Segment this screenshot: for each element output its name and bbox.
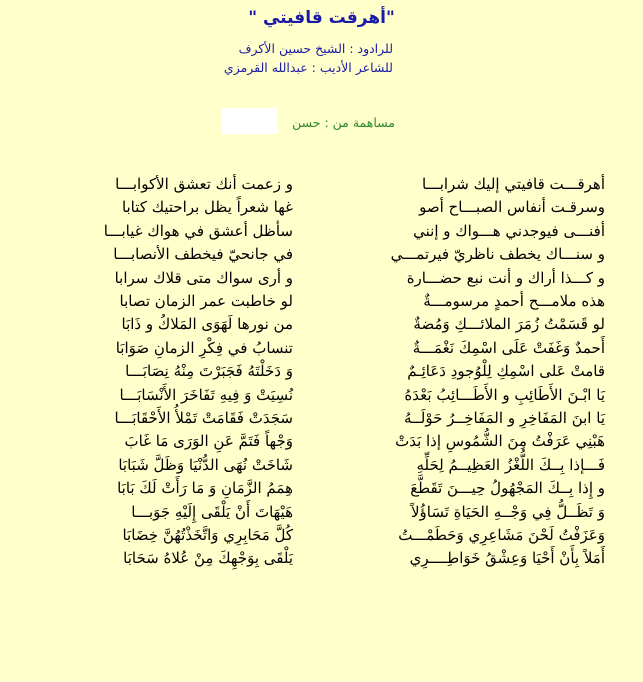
verse-second-hemistich: سَجَدَتْ فَقَامَتْ تَمْلأُ الأَحْقَابَـــا — [114, 409, 293, 427]
verse-first-hemistich: أَمَلاً بِأَنْ أَحْيَا وَعِشْقُ خَوَاطِــــرِي — [409, 549, 605, 568]
verse-second-hemistich: سأظل أعشق في هواك غيابـــا — [103, 221, 293, 240]
verse-second-hemistich: نُسِيَتْ وَ فِيهِ تَفَاخَرَ الأَنْسَابَـــا — [119, 385, 293, 404]
verse-row — [0, 269, 643, 292]
verse-row — [0, 292, 643, 315]
verse-row — [0, 386, 643, 409]
verse-row — [0, 175, 643, 198]
verse-second-hemistich: شَاخَتْ نُهَى الدُّنْيَا وَظَلَّ شَبَابَا — [118, 455, 293, 474]
verse-row — [0, 479, 643, 502]
contributor-name-box — [222, 108, 278, 134]
verse-first-hemistich: أهرقـــت قافيتي إليك شرابـــا — [421, 175, 605, 193]
verse-row — [0, 339, 643, 362]
verse-first-hemistich: قامتْ عَلى اسْمِكِ لِلْوُجودِ دَعَائِـمٌ — [407, 362, 605, 381]
verse-second-hemistich: و أرى سواك متى قلاك سرابا — [114, 268, 293, 287]
verse-first-hemistich: فَـــإذا بِــكَ اللُّغْزُ العَظِيــمُ لِحَلِّهِ — [416, 455, 605, 474]
verse-first-hemistich: أفنـــى فيوجدني هـــواك و إنني — [413, 221, 605, 240]
verse-first-hemistich: لو قَسَمْتُ زُمَرَ الملائـــكِ وَمُضةٌ — [413, 315, 605, 334]
verse-second-hemistich: من نورها لَهَوَى المَلاكُ و ذَابَا — [121, 315, 293, 334]
contributor-label: مساهمة من : حسن — [292, 115, 395, 130]
verse-row — [0, 362, 643, 385]
verse-row — [0, 456, 643, 479]
verse-row — [0, 198, 643, 221]
verse-row — [0, 245, 643, 268]
verse-second-hemistich: كُلَّ مَحَابِرِي وَاتَّخَذْتُهُنَّ خِضَابَا — [122, 526, 293, 544]
verse-second-hemistich: لو خاطبت عمر الزمان تصابا — [119, 292, 293, 310]
verse-second-hemistich: في جانحيّ فيخطف الأنصابـــا — [113, 245, 293, 264]
verse-second-hemistich: هَيْهَاتَ أَنْ يَلْقَى إِلَيْهِ جَوَبـــا — [131, 502, 293, 521]
verse-row — [0, 315, 643, 338]
verse-first-hemistich: وسرقـت أنفاس الصبـــاح أصو — [419, 198, 605, 217]
verse-row — [0, 432, 643, 455]
verse-second-hemistich: تنسابُ في فِكْرِ الزمانِ صَوَابَا — [115, 338, 293, 357]
verse-row — [0, 409, 643, 432]
verse-first-hemistich: يَا ابنَ المَفَاخِرِ و المَفَاخِــرُ حَوْلَــهُ — [403, 409, 605, 427]
verse-second-hemistich: وَجْهاً فَتَمَّ عَنِ الوَرَى مَا غَابَ — [124, 432, 293, 451]
verse-first-hemistich: وَعَزَفْتُ لَحْنَ مَشَاعِرِي وَحَطَمْـــتُ — [398, 526, 605, 544]
verse-second-hemistich: هِمَمُ الزَّمَانِ وَ مَا رَأَتْ لَكَ بَابَا — [117, 479, 293, 498]
verse-first-hemistich: أَحمدٌ وَغَفَتْ عَلَى اسْمِكَ نَغْمَـــةٌ — [412, 338, 605, 357]
verse-first-hemistich: و سنـــاك يخطف ناظريّ فيرتمـــي — [390, 245, 605, 264]
verse-second-hemistich: وَ دَخَلْتَهُ فَجَبَرْتَ مِنْهُ نِصَابَـــا — [125, 362, 293, 381]
verse-first-hemistich: يَا ابْـنَ الأَطَائِبِ و الأَطَـــائِبُ بَعْدَهُ — [404, 385, 605, 404]
verse-first-hemistich: هَبْنِي عَرَفْتُ مِنَ الشُّمُوسِ إذا بَدَتْ — [395, 432, 605, 451]
reciter-credit: للرادود : الشيخ حسين الأكرف — [238, 41, 393, 56]
verse-first-hemistich: هذه ملامـــح أحمدٍ مرسومـــةٌ — [423, 292, 605, 310]
verse-first-hemistich: و إِذا بِــكَ المَجْهُولُ حِيـــنَ تَقَطَّعَ — [410, 479, 605, 498]
verse-row — [0, 526, 643, 549]
poem-title: "أهرقت قافيتي " — [248, 8, 395, 28]
verse-second-hemistich: و زعمت أنك تعشق الأكوابـــا — [115, 175, 293, 193]
verse-first-hemistich: وَ تَظَــلُّ فِي وَجْــهِ الحَيَاةِ تَسَاؤُلاً — [410, 502, 605, 521]
verse-second-hemistich: غها شعراً يظل براحتيك كتابا — [121, 198, 293, 217]
verse-row — [0, 222, 643, 245]
verse-row — [0, 549, 643, 572]
verse-row — [0, 503, 643, 526]
verse-first-hemistich: و كـــذا أراك و أنت نبع حضـــارة — [406, 268, 605, 287]
poet-credit: للشاعر الأديب : عبدالله القرمزي — [223, 60, 393, 75]
verse-second-hemistich: يَلْقَى بِوَجْهِكَ مِنْ عُلاهُ سَحَابَا — [123, 549, 293, 568]
